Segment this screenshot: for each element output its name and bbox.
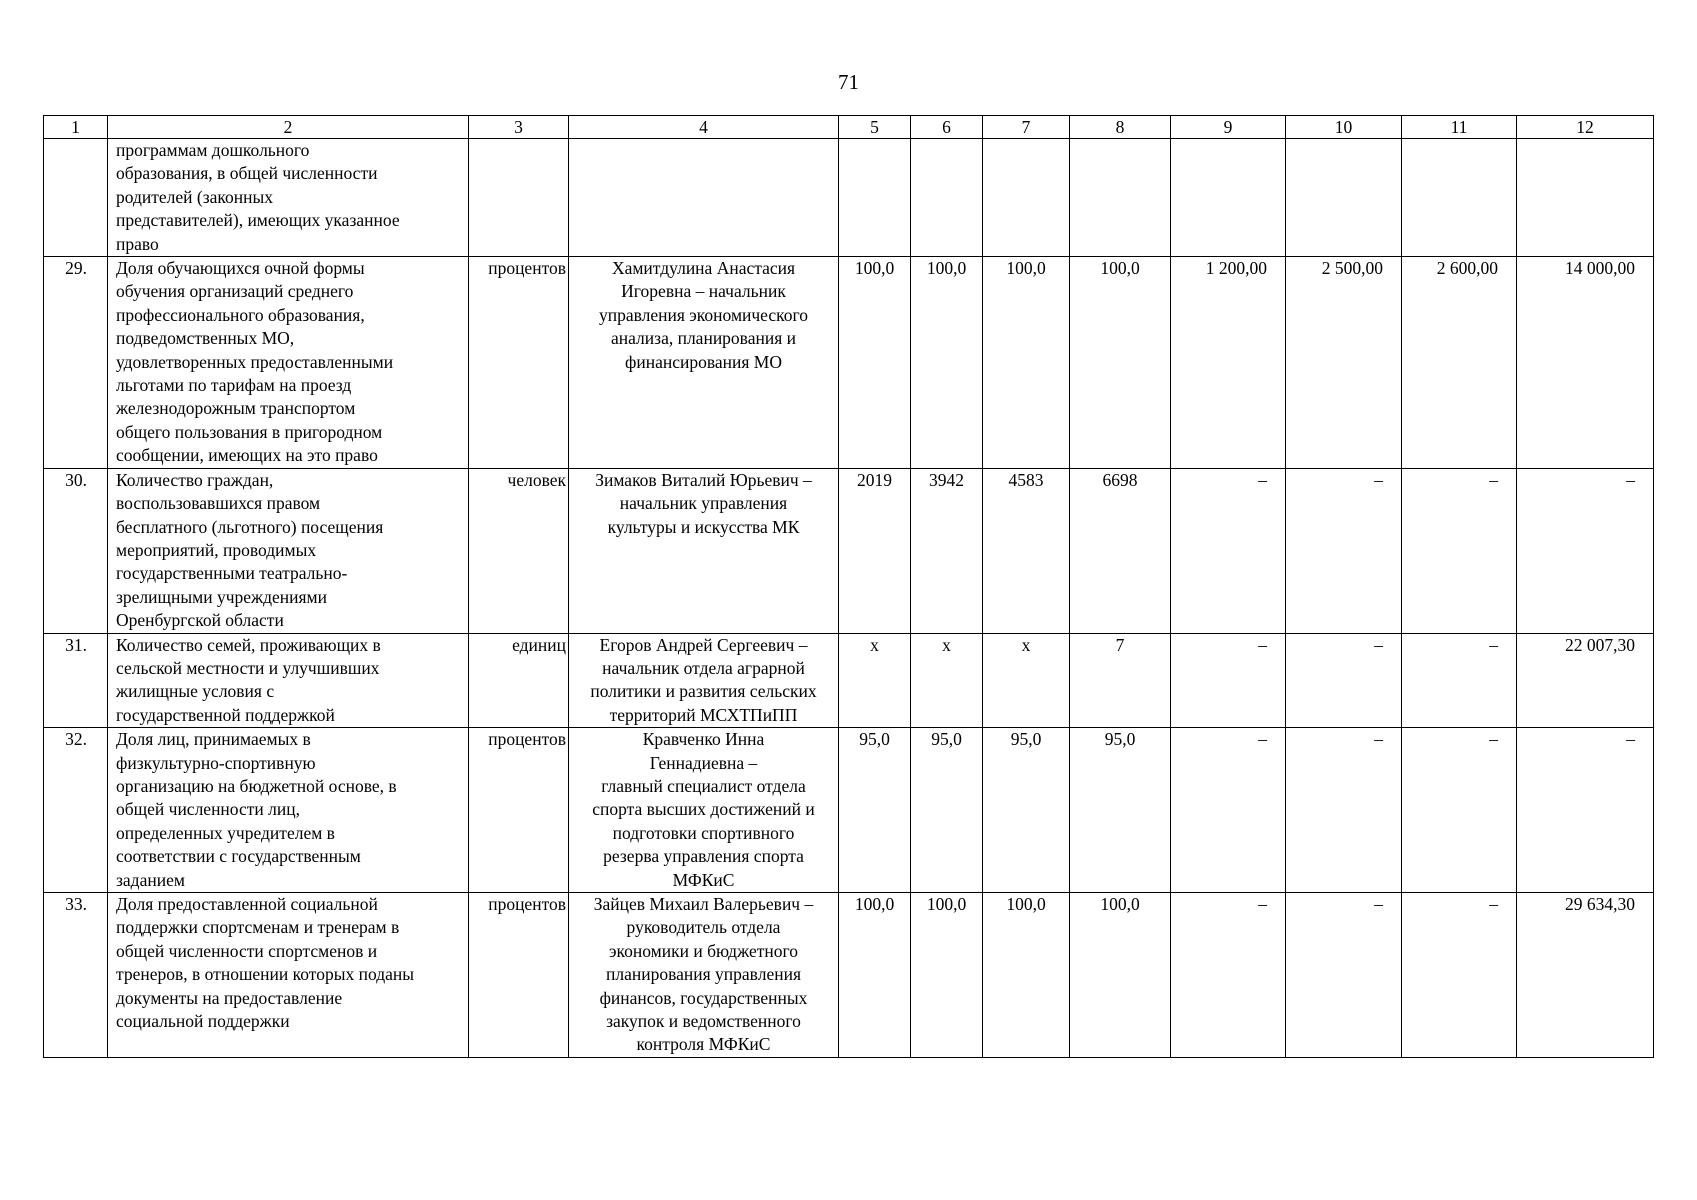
- value-col-7: 4583: [983, 468, 1070, 633]
- indicator-name-line: документы на предоставление: [116, 987, 343, 1008]
- indicator-name-line: Доля обучающихся очной формы: [116, 258, 365, 279]
- value-col-9: –: [1171, 728, 1286, 893]
- unit-line: единиц: [512, 634, 566, 655]
- responsible-person-line: политики и развития сельских: [590, 681, 817, 702]
- row-number: [44, 257, 108, 469]
- value-col-9: –: [1171, 468, 1286, 633]
- value-col-11: [1402, 139, 1517, 257]
- responsible-person-line: закупок и ведомственного: [606, 1011, 801, 1032]
- row-number-line: 29.: [65, 258, 87, 279]
- value-col-8: 95,0: [1070, 728, 1171, 893]
- row-number: [44, 893, 108, 1058]
- indicator-name-line: соответствии с государственным: [116, 846, 361, 867]
- indicator-name-line: бесплатного (льготного) посещения: [116, 516, 384, 537]
- responsible-person: [569, 633, 839, 728]
- unit-line: процентов: [488, 729, 566, 750]
- unit: [469, 893, 569, 1058]
- row-number: [44, 139, 108, 257]
- value-col-9: –: [1171, 633, 1286, 728]
- value-col-7: 100,0: [983, 257, 1070, 469]
- responsible-person-line: руководитель отдела: [626, 917, 781, 938]
- value-col-6: 100,0: [911, 893, 983, 1058]
- indicator-name-line: заданием: [116, 869, 185, 890]
- value-col-10: 2 500,00: [1286, 257, 1402, 469]
- column-number: 6: [911, 116, 983, 139]
- value-col-10: –: [1286, 633, 1402, 728]
- table-row: [44, 139, 1654, 257]
- page-number: 71: [838, 70, 859, 94]
- value-col-7: х: [983, 633, 1070, 728]
- table-row: [44, 728, 1654, 893]
- unit-line: процентов: [488, 894, 566, 914]
- column-number: 4: [569, 116, 839, 139]
- indicator-name-line: профессионального образования,: [116, 304, 365, 325]
- value-col-9: 1 200,00: [1171, 257, 1286, 469]
- value-col-6: 3942: [911, 468, 983, 633]
- indicator-name-line: Доля предоставленной социальной: [116, 894, 378, 914]
- value-col-5: 2019: [839, 468, 911, 633]
- unit: [469, 728, 569, 893]
- indicator-name-line: физкультурно-спортивную: [116, 752, 316, 773]
- indicator-name-line: Количество семей, проживающих в: [116, 634, 381, 655]
- row-number-line: 31.: [65, 634, 87, 655]
- indicator-name-line: право: [116, 233, 159, 254]
- indicator-name-line: железнодорожным транспортом: [116, 398, 356, 419]
- indicator-name-line: льготами по тарифам на проезд: [116, 375, 352, 396]
- value-col-5: [839, 139, 911, 257]
- indicator-name-line: Количество граждан,: [116, 469, 274, 490]
- indicator-name-line: организацию на бюджетной основе, в: [116, 775, 397, 796]
- table-body: [44, 139, 1654, 1058]
- value-col-12: –: [1517, 728, 1654, 893]
- value-col-5: 100,0: [839, 893, 911, 1058]
- responsible-person-line: Хамитдулина Анастасия: [611, 258, 796, 279]
- column-number: 1: [44, 116, 108, 139]
- indicator-name: [108, 633, 469, 728]
- row-number: [44, 633, 108, 728]
- responsible-person-line: резерва управления спорта: [603, 846, 804, 867]
- responsible-person: [569, 257, 839, 469]
- table-row: [44, 893, 1654, 1058]
- value-col-5: х: [839, 633, 911, 728]
- indicator-name-line: общего пользования в пригородном: [116, 421, 383, 442]
- value-col-5: 95,0: [839, 728, 911, 893]
- responsible-person-line: финансирования МО: [625, 351, 782, 372]
- value-col-10: [1286, 139, 1402, 257]
- responsible-person-line: экономики и бюджетного: [609, 940, 798, 961]
- indicator-name-line: обучения организаций среднего: [116, 281, 354, 302]
- indicator-name: [108, 139, 469, 257]
- indicator-name-line: общей численности лиц,: [116, 799, 300, 820]
- value-col-11: –: [1402, 468, 1517, 633]
- indicator-name: [108, 468, 469, 633]
- indicator-name: [108, 257, 469, 469]
- indicator-name-line: зрелищными учреждениями: [116, 586, 327, 607]
- indicator-name-line: мероприятий, проводимых: [116, 539, 317, 560]
- responsible-person-line: Зайцев Михаил Валерьевич –: [593, 894, 814, 914]
- column-number: 5: [839, 116, 911, 139]
- responsible-person-line: территорий МСХТПиПП: [609, 704, 798, 725]
- indicator-name-line: Доля лиц, принимаемых в: [116, 729, 311, 750]
- column-number: 11: [1402, 116, 1517, 139]
- indicator-name: [108, 893, 469, 1058]
- indicator-name-line: родителей (законных: [116, 186, 274, 207]
- responsible-person-line: начальник управления: [619, 493, 788, 514]
- value-col-12: [1517, 139, 1654, 257]
- value-col-12: 29 634,30: [1517, 893, 1654, 1058]
- indicator-name-line: сообщении, имеющих на это право: [116, 445, 378, 466]
- value-col-11: 2 600,00: [1402, 257, 1517, 469]
- row-number-line: 33.: [65, 894, 87, 914]
- value-col-9: –: [1171, 893, 1286, 1058]
- value-col-9: [1171, 139, 1286, 257]
- row-number: [44, 468, 108, 633]
- column-number-header: [44, 116, 1654, 139]
- value-col-6: 100,0: [911, 257, 983, 469]
- responsible-person: [569, 728, 839, 893]
- indicator-name-line: жилищные условия с: [116, 681, 275, 702]
- value-col-6: х: [911, 633, 983, 728]
- responsible-person-line: финансов, государственных: [599, 987, 808, 1008]
- table-row: [44, 468, 1654, 633]
- value-col-12: 22 007,30: [1517, 633, 1654, 728]
- indicator-name-line: поддержки спортсменам и тренерам в: [116, 917, 400, 938]
- responsible-person-line: Зимаков Виталий Юрьевич –: [595, 469, 812, 490]
- value-col-8: 7: [1070, 633, 1171, 728]
- column-number: 2: [108, 116, 469, 139]
- indicator-name-line: социальной поддержки: [116, 1011, 290, 1032]
- indicator-name-line: представителей), имеющих указанное: [116, 210, 400, 231]
- indicator-name-line: Оренбургской области: [116, 610, 284, 631]
- column-number: 7: [983, 116, 1070, 139]
- unit: [469, 257, 569, 469]
- unit-line: человек: [507, 469, 566, 490]
- column-number: 8: [1070, 116, 1171, 139]
- responsible-person-line: Егоров Андрей Сергеевич –: [599, 634, 808, 655]
- table-row: [44, 257, 1654, 469]
- indicator-name-line: воспользовавшихся правом: [116, 493, 321, 514]
- value-col-7: 95,0: [983, 728, 1070, 893]
- value-col-11: –: [1402, 893, 1517, 1058]
- indicator-name-line: сельской местности и улучшивших: [116, 657, 380, 678]
- responsible-person-line: спорта высших достижений и: [592, 799, 815, 820]
- unit: [469, 633, 569, 728]
- responsible-person-line: анализа, планирования и: [611, 328, 796, 349]
- value-col-10: –: [1286, 893, 1402, 1058]
- value-col-10: –: [1286, 468, 1402, 633]
- responsible-person-line: начальник отдела аграрной: [602, 657, 805, 678]
- indicator-name-line: государственной поддержкой: [116, 704, 335, 725]
- value-col-8: 100,0: [1070, 257, 1171, 469]
- column-number: 3: [469, 116, 569, 139]
- responsible-person: [569, 893, 839, 1058]
- indicator-name-line: удовлетворенных предоставленными: [116, 351, 394, 372]
- responsible-person: [569, 468, 839, 633]
- responsible-person-line: Кравченко Инна: [642, 729, 765, 750]
- row-number-line: 32.: [65, 729, 87, 750]
- responsible-person-line: главный специалист отдела: [601, 775, 806, 796]
- column-number: 10: [1286, 116, 1402, 139]
- row-number-line: 30.: [65, 469, 87, 490]
- unit: [469, 468, 569, 633]
- unit: [469, 139, 569, 257]
- value-col-11: –: [1402, 728, 1517, 893]
- responsible-person-line: культуры и искусства МК: [607, 516, 800, 537]
- indicators-table: [43, 115, 1654, 1058]
- indicator-name-line: определенных учредителем в: [116, 822, 335, 843]
- value-col-11: –: [1402, 633, 1517, 728]
- indicator-name: [108, 728, 469, 893]
- responsible-person-line: планирования управления: [606, 964, 801, 985]
- responsible-person-line: Игоревна – начальник: [621, 281, 786, 302]
- indicator-name-line: образования, в общей численности: [116, 163, 378, 184]
- column-number: 9: [1171, 116, 1286, 139]
- table-row: [44, 633, 1654, 728]
- indicator-name-line: тренеров, в отношении которых поданы: [116, 964, 414, 985]
- responsible-person-line: контроля МФКиС: [636, 1034, 771, 1055]
- responsible-person-line: управления экономического: [598, 304, 809, 325]
- value-col-12: –: [1517, 468, 1654, 633]
- indicator-name-line: общей численности спортсменов и: [116, 940, 378, 961]
- value-col-12: 14 000,00: [1517, 257, 1654, 469]
- value-col-8: 6698: [1070, 468, 1171, 633]
- value-col-5: 100,0: [839, 257, 911, 469]
- value-col-7: [983, 139, 1070, 257]
- responsible-person-line: МФКиС: [672, 869, 735, 890]
- responsible-person-line: Геннадиевна –: [649, 752, 758, 773]
- value-col-6: [911, 139, 983, 257]
- value-col-10: –: [1286, 728, 1402, 893]
- indicator-name-line: подведомственных МО,: [116, 328, 295, 349]
- unit-line: процентов: [488, 258, 566, 279]
- indicator-name-line: программам дошкольного: [116, 140, 310, 160]
- value-col-8: 100,0: [1070, 893, 1171, 1058]
- indicator-name-line: государственными театрально-: [116, 563, 348, 584]
- responsible-person-line: подготовки спортивного: [612, 822, 795, 843]
- column-number: 12: [1517, 116, 1654, 139]
- responsible-person: [569, 139, 839, 257]
- value-col-7: 100,0: [983, 893, 1070, 1058]
- value-col-8: [1070, 139, 1171, 257]
- row-number: [44, 728, 108, 893]
- value-col-6: 95,0: [911, 728, 983, 893]
